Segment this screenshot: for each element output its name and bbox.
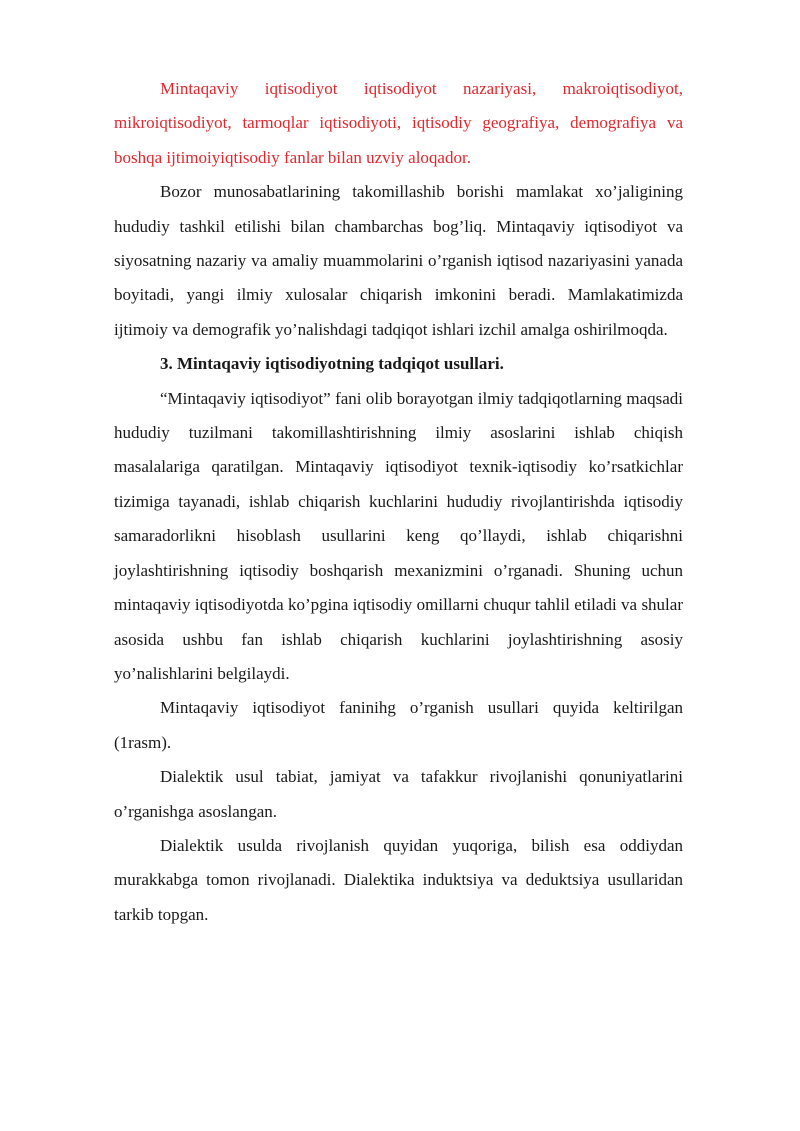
intro-paragraph-highlighted: Mintaqaviy iqtisodiyot iqtisodiyot nazariyasi, makroiqtisodiyot, mikroiqtisodiyot, tarmoqlar iqtisodiyoti, iqtisodiy geografiya, demografiya va boshqa ijtimoiyiqtisodiy fanlar bilan uzviy aloqador. — [114, 79, 683, 167]
dialectic-development-paragraph: Dialektik usulda rivojlanish quyidan yuqoriga, bilish esa oddiydan murakkabga tomon rivojlanadi. Dialektika induktsiya va deduktsiya usullaridan tarkib topgan. — [114, 835, 683, 924]
section-heading: 3. Mintaqaviy iqtisodiyotning tadqiqot usullari. — [160, 354, 504, 374]
document-page — [114, 72, 683, 932]
research-goals-paragraph: “Mintaqaviy iqtisodiyot” fani olib borayotgan ilmiy tadqiqotlarning maqsadi hududiy tuzilmani takomillashtirishning ilmiy asoslarini ishlab chiqish masalalariga qaratilgan. Mintaqaviy iqtisodiyot texnik-iqtisodiy ko’rsatkichlar tizimiga tayanadi, ishlab chiqarish kuchlarini hududiy rivojlantirishda iqtisodiy samaradorlikni hisoblash usullarini keng qo’llaydi, ishlab chiqarishni joylashtirishning iqtisodiy boshqarish mexanizmini o’rganadi. Shuning uchun mintaqaviy iqtisodiyotda ko’pgina iqtisodiy omillarni chuqur tahlil etiladi va shular asosida ushbu fan ishlab chiqarish kuchlarini joylashtirishning asosiy yo’nalishlarini belgilaydi. — [114, 388, 683, 683]
study-methods-paragraph: Mintaqaviy iqtisodiyot faninihg o’rganish usullari quyida keltirilgan (1rasm). — [114, 698, 683, 752]
market-relations-paragraph: Bozor munosabatlarining takomillashib borishi mamlakat xo’jaligining hududiy tashkil etilishi bilan chambarchas bog’liq. Mintaqaviy iqtisodiyot va siyosatning nazariy va amaliy muammolarini o’rganish iqtisod nazariyasini yanada boyitadi, yangi ilmiy xulosalar chiqarish imkonini beradi. Mamlakatimizda ijtimoiy va demografik yo’nalishdagi tadqiqot ishlari izchil amalga oshirilmoqda. — [114, 182, 683, 339]
dialectic-method-paragraph: Dialektik usul tabiat, jamiyat va tafakkur rivojlanishi qonuniyatlarini o’rganishga asoslangan. — [114, 767, 683, 821]
